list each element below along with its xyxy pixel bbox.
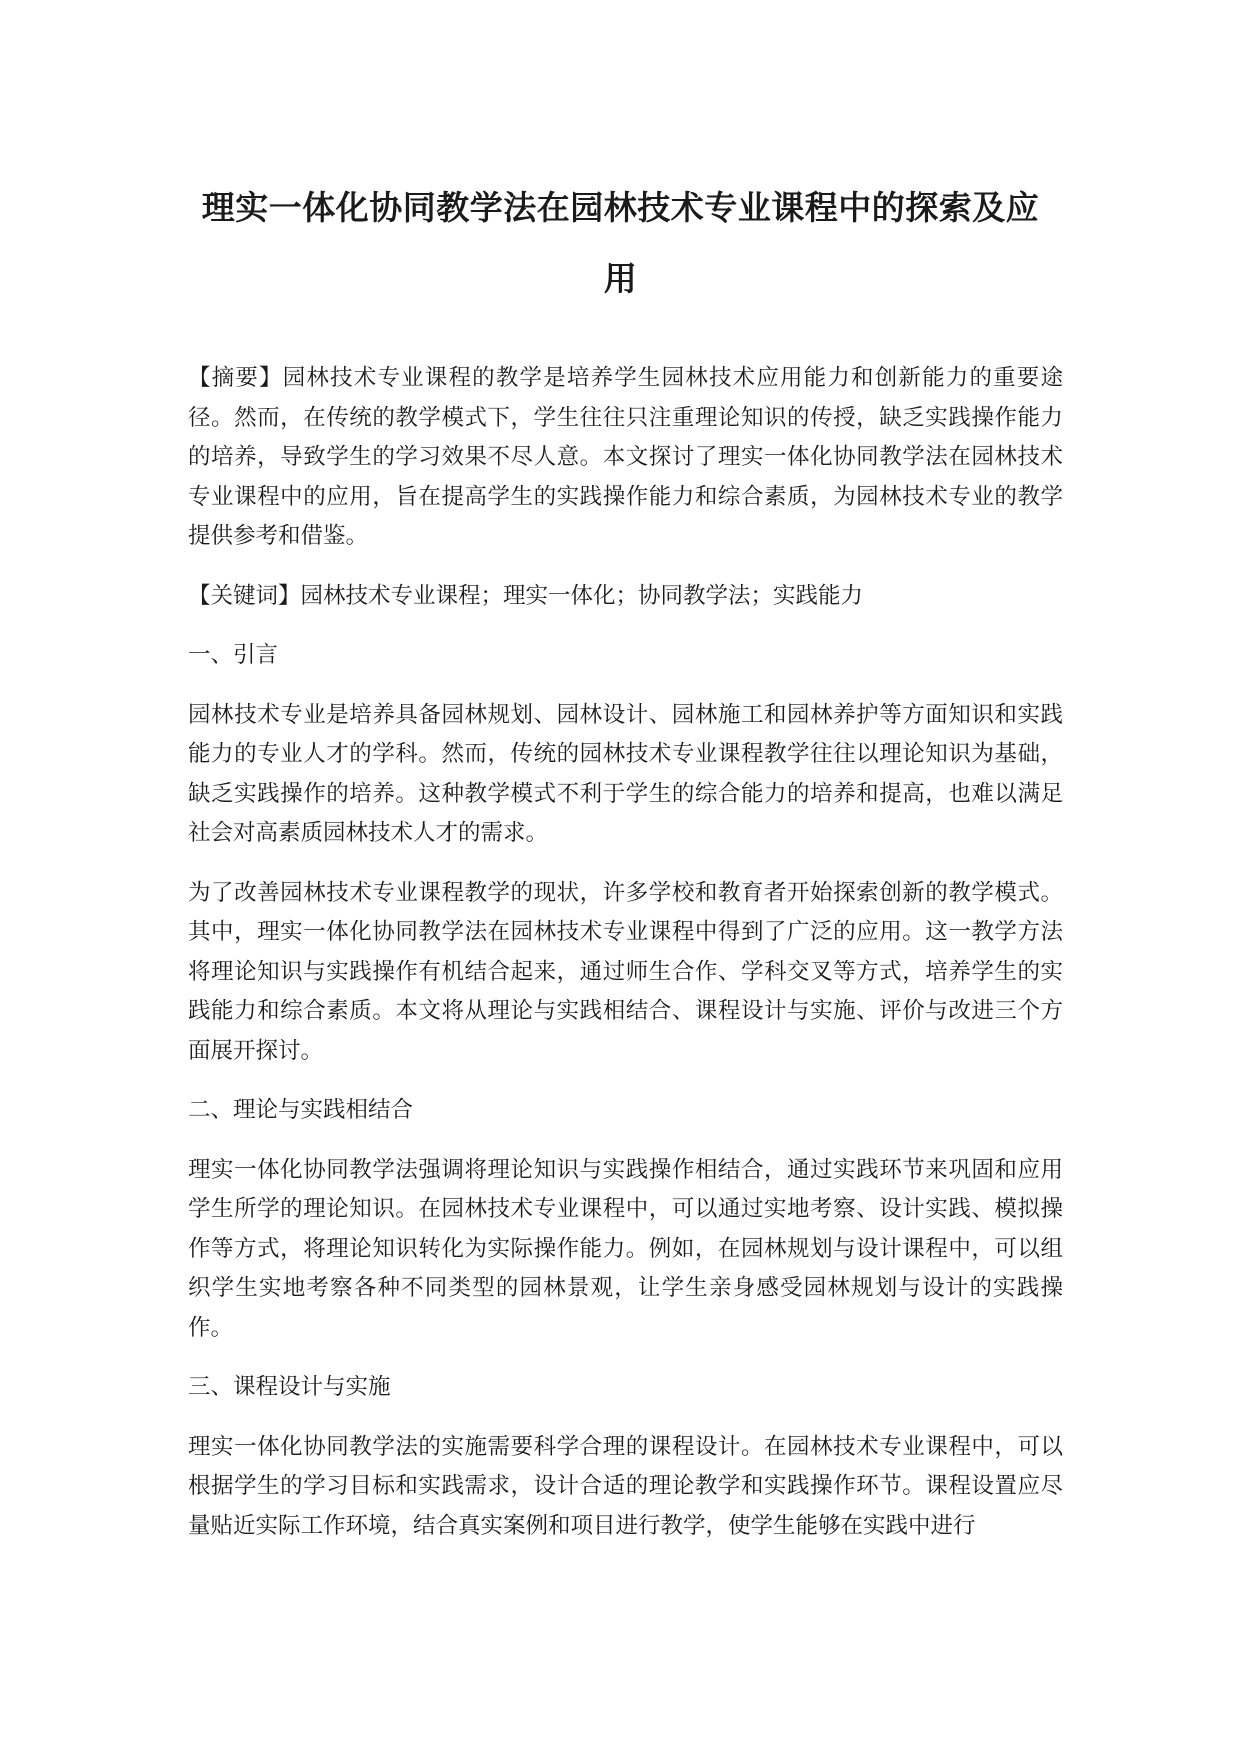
theory-practice-paragraph: 理实一体化协同教学法强调将理论知识与实践操作相结合，通过实践环节来巩固和应用学生所学的理论知识。在园林技术专业课程中，可以通过实地考察、设计实践、模拟操作等方式，将理论知识转化为实际操作能力。例如，在园林规划与设计课程中，可以组织学生实地考察各种不同类型的园林景观，让学生亲身感受园林规划与设计的实践操作。 [188, 1156, 1063, 1341]
abstract-paragraph: 【摘要】园林技术专业课程的教学是培养学生园林技术应用能力和创新能力的重要途径。然而，在传统的教学模式下，学生往往只注重理论知识的传授，缺乏实践操作能力的培养，导致学生的学习效果不尽人意。本文探讨了理实一体化协同教学法在园林技术专业课程中的应用，旨在提高学生的实践操作能力和综合素质，为园林技术专业的教学提供参考和借鉴。 [188, 365, 1063, 549]
document-title: 理实一体化协同教学法在园林技术专业课程中的探索及应用 [201, 188, 1040, 298]
section-heading-course-design: 三、课程设计与实施 [188, 1374, 391, 1400]
document-body [188, 359, 1063, 1546]
section-heading-theory-practice: 二、理论与实践相结合 [188, 1097, 414, 1123]
introduction-paragraph-2: 为了改善园林技术专业课程教学的现状，许多学校和教育者开始探索创新的教学模式。其中，理实一体化协同教学法在园林技术专业课程中得到了广泛的应用。这一教学方法将理论知识与实践操作有机结合起来，通过师生合作、学科交叉等方式，培养学生的实践能力和综合素质。本文将从理论与实践相结合、课程设计与实施、评价与改进三个方面展开探讨。 [188, 879, 1063, 1064]
section-heading-introduction: 一、引言 [188, 642, 279, 668]
introduction-paragraph-1: 园林技术专业是培养具备园林规划、园林设计、园林施工和园林养护等方面知识和实践能力的专业人才的学科。然而，传统的园林技术专业课程教学往往以理论知识为基础，缺乏实践操作的培养。这种教学模式不利于学生的综合能力的培养和提高，也难以满足社会对高素质园林技术人才的需求。 [188, 701, 1063, 846]
keywords-paragraph: 【关键词】园林技术专业课程；理实一体化；协同教学法；实践能力 [188, 582, 864, 609]
course-design-paragraph: 理实一体化协同教学法的实施需要科学合理的课程设计。在园林技术专业课程中，可以根据学生的学习目标和实践需求，设计合适的理论教学和实践操作环节。课程设置应尽量贴近实际工作环境，结合真实案例和项目进行教学，使学生能够在实践中进行 [188, 1433, 1063, 1539]
